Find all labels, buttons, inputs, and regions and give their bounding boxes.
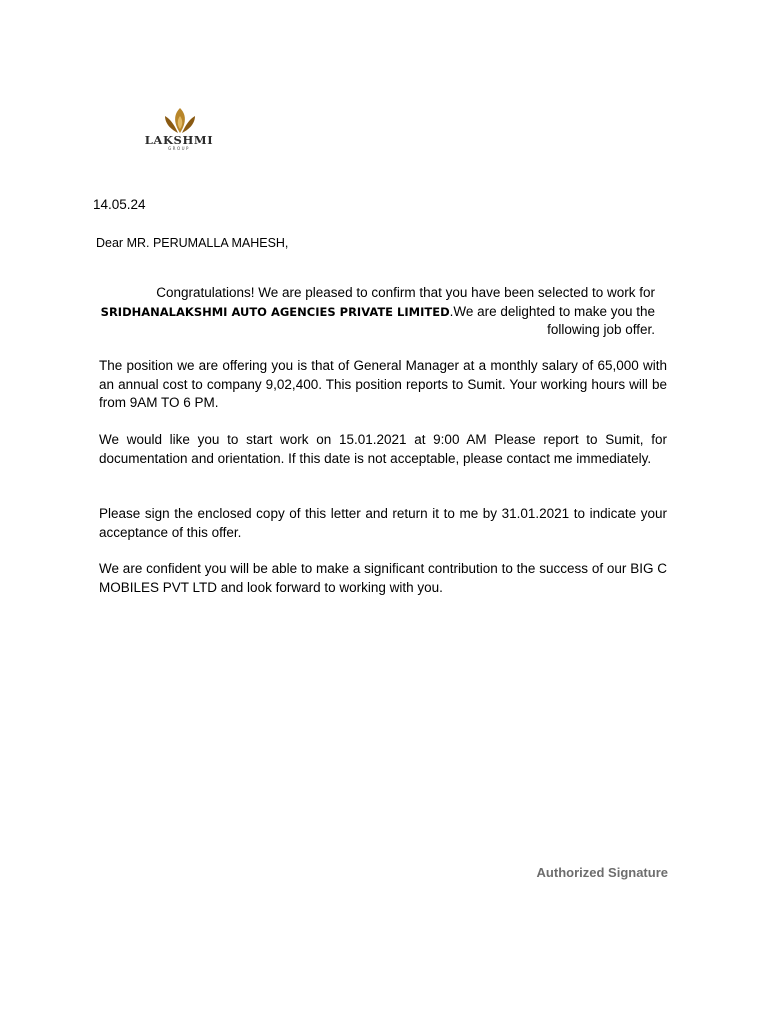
start-date-paragraph: We would like you to start work on 15.01.2021 at 9:00 AM Please report to Sumit, for documentation and orientation. If this date is not acceptable, please contact me immediately. <box>99 432 667 466</box>
closing-paragraph: We are confident you will be able to make a significant contribution to the success of our BIG C MOBILES PVT LTD and look forward to working with you. <box>99 561 667 595</box>
intro-prefix: Congratulations! We are pleased to confirm that you have been selected to work for <box>156 285 655 300</box>
letter-date: 14.05.24 <box>93 197 146 212</box>
intro-paragraph <box>100 284 655 340</box>
logo-subtitle: GROUP <box>168 146 190 151</box>
company-logo <box>143 107 217 151</box>
sign-return-paragraph: Please sign the enclosed copy of this letter and return it to me by 31.01.2021 to indicate your acceptance of this offer. <box>99 506 667 540</box>
position-paragraph: The position we are offering you is that of General Manager at a monthly salary of 65,000 with an annual cost to company 9,02,400. This position reports to Sumit. Your working hours will be from 9AM TO 6 PM. <box>99 358 667 410</box>
lotus-icon <box>162 107 198 135</box>
intro-suffix: .We are delighted to make you the following job offer. <box>449 303 655 337</box>
logo-wordmark: LAKSHMI <box>144 133 214 147</box>
authorized-signature: Authorized Signature <box>536 865 668 880</box>
company-name: SRIDHANALAKSHMI AUTO AGENCIES PRIVATE LIMITED <box>100 304 450 319</box>
salutation: Dear MR. PERUMALLA MAHESH, <box>96 236 289 250</box>
